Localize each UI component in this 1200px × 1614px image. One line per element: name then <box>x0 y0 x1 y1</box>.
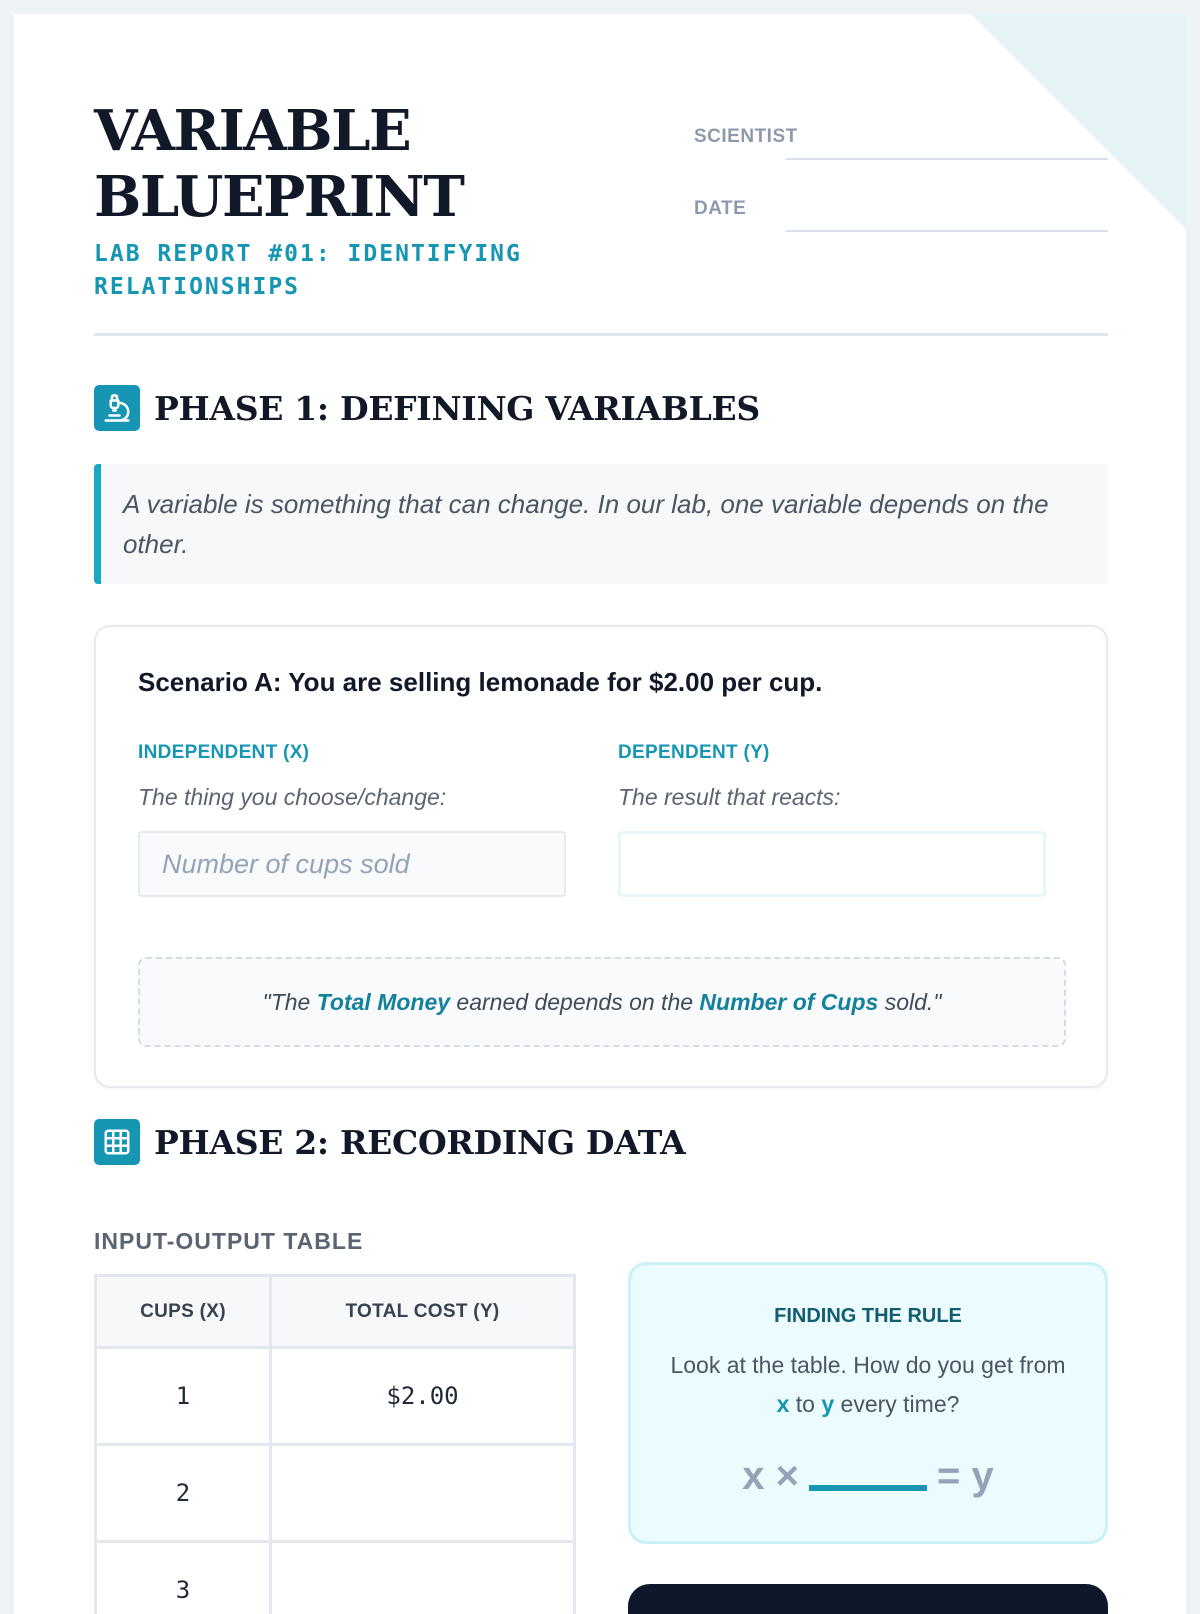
page-title <box>94 98 614 230</box>
rule-x: x <box>777 1391 790 1417</box>
phase2-heading <box>94 1117 1108 1167</box>
multiplier-blank[interactable] <box>809 1485 927 1491</box>
input-output-table <box>94 1274 576 1614</box>
title-line-1: VARIABLE <box>94 98 614 164</box>
page-subtitle <box>94 238 564 304</box>
quote-number-of-cups: Number of Cups <box>699 989 878 1016</box>
dependent-column <box>618 742 1046 897</box>
dark-panel-edge <box>628 1584 1108 1614</box>
meta-fields <box>694 118 1108 262</box>
rule-title: FINDING THE RULE <box>631 1305 1105 1328</box>
worksheet-page <box>14 14 1186 1614</box>
microscope-icon <box>94 385 140 431</box>
rule-prompt <box>668 1346 1068 1424</box>
dependent-variable-input[interactable] <box>618 831 1046 897</box>
equation-left: x × <box>742 1454 799 1499</box>
table-row <box>96 1348 575 1445</box>
cell-x: 2 <box>96 1445 271 1542</box>
cell-x: 1 <box>96 1348 271 1445</box>
title-line-2: BLUEPRINT <box>94 164 614 230</box>
rule-equation <box>631 1454 1105 1499</box>
dependent-hint: The result that reacts: <box>618 784 1046 811</box>
quote-total-money: Total Money <box>317 989 450 1016</box>
table-grid-icon <box>94 1119 140 1165</box>
independent-hint: The thing you choose/change: <box>138 784 566 811</box>
independent-variable-input[interactable]: Number of cups sold <box>138 831 566 897</box>
date-field <box>694 190 1108 262</box>
rule-text-c: every time? <box>834 1391 959 1417</box>
quote-close: sold." <box>878 989 941 1016</box>
scenario-text: Scenario A: You are selling lemonade for $2.00 per cup. <box>138 667 822 698</box>
column-header-total-cost: TOTAL COST (Y) <box>271 1276 575 1348</box>
relationship-sentence <box>138 957 1066 1047</box>
finding-the-rule-box <box>628 1262 1108 1544</box>
column-header-cups: CUPS (X) <box>96 1276 271 1348</box>
table-header-row <box>96 1276 575 1348</box>
equation-right: = y <box>937 1454 994 1499</box>
scientist-input-line[interactable] <box>786 158 1108 160</box>
rule-text-a: Look at the table. How do you get from <box>670 1352 1065 1378</box>
scenario-card <box>94 625 1108 1088</box>
date-label: DATE <box>694 198 746 220</box>
worksheet-header <box>94 98 1108 348</box>
independent-label: INDEPENDENT (X) <box>138 742 566 764</box>
cell-y[interactable] <box>271 1445 575 1542</box>
phase1-heading <box>94 383 1108 433</box>
rule-y: y <box>821 1391 834 1417</box>
rule-text-b: to <box>789 1391 821 1417</box>
scientist-label: SCIENTIST <box>694 126 798 148</box>
header-divider <box>94 333 1108 336</box>
dependent-label: DEPENDENT (Y) <box>618 742 1046 764</box>
quote-open: "The <box>263 989 311 1016</box>
table-label: INPUT-OUTPUT TABLE <box>94 1228 363 1255</box>
phase1-title: PHASE 1: DEFINING VARIABLES <box>154 389 760 428</box>
independent-column <box>138 742 566 897</box>
cell-x: 3 <box>96 1542 271 1614</box>
cell-y[interactable] <box>271 1542 575 1614</box>
definition-callout: A variable is something that can change. In our lab, one variable depends on the other. <box>94 464 1108 584</box>
date-input-line[interactable] <box>786 230 1108 232</box>
phase2-title: PHASE 2: RECORDING DATA <box>154 1123 685 1162</box>
table-row <box>96 1542 575 1614</box>
cell-y[interactable]: $2.00 <box>271 1348 575 1445</box>
scientist-field <box>694 118 1108 190</box>
quote-mid: earned depends on the <box>450 989 699 1016</box>
subtitle-line-1: LAB REPORT #01: IDENTIFYING <box>94 238 564 271</box>
table-row <box>96 1445 575 1542</box>
subtitle-line-2: RELATIONSHIPS <box>94 271 564 304</box>
